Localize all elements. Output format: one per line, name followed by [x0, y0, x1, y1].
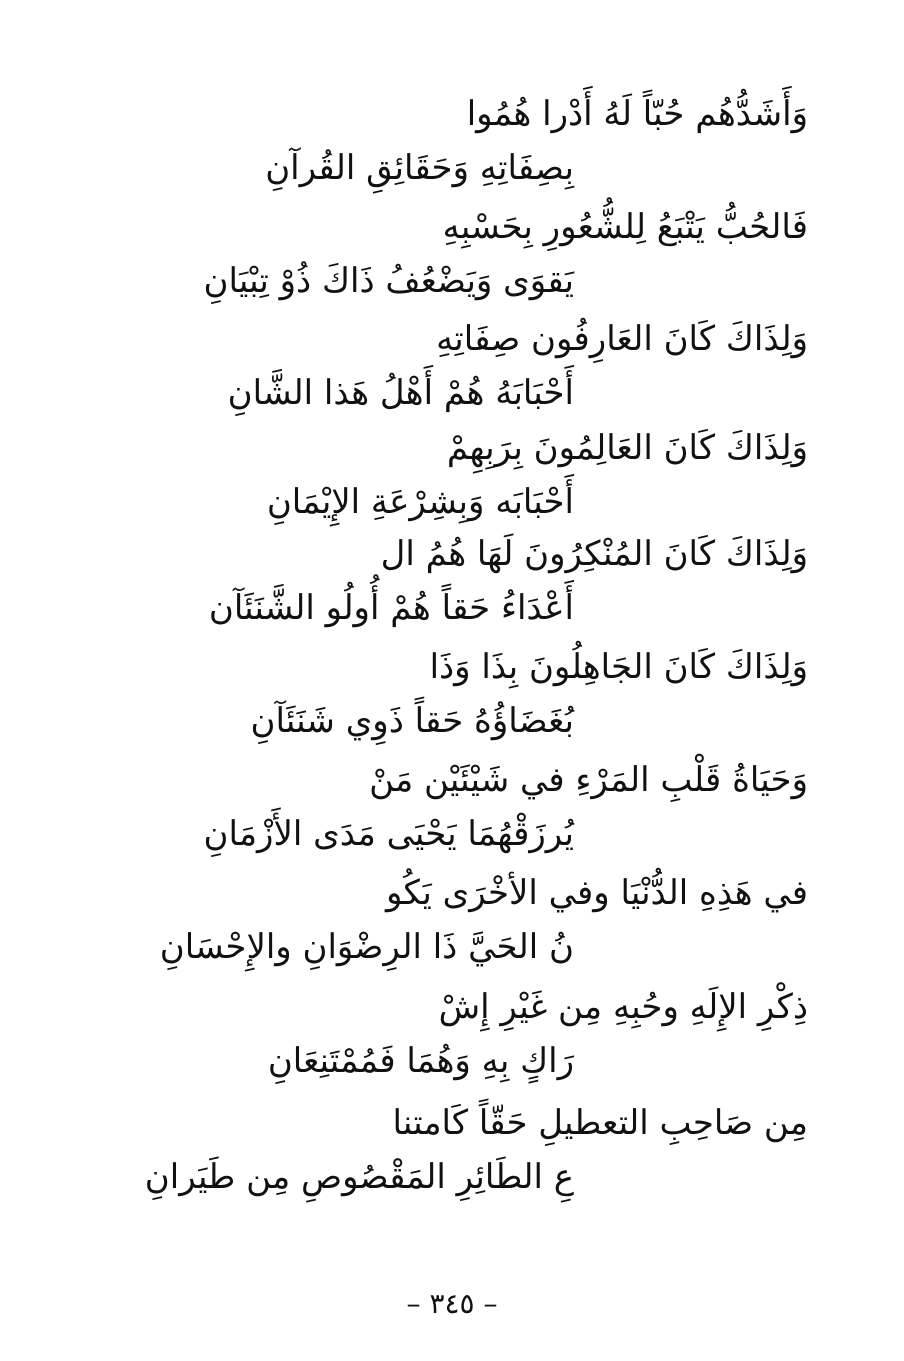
verse-8-second-hemistich: نُ الحَيَّ ذَا الرِضْوَانِ والإِحْسَانِ [159, 927, 574, 967]
verse-1-second-hemistich: بِصِفَاتِهِ وَحَقَائِقِ القُرآنِ [265, 148, 574, 188]
page-number: – ٣٤٥ – [406, 1287, 498, 1320]
verse-3-first-hemistich: وَلِذَاكَ كَانَ العَارِفُون صِفَاتِهِ [436, 319, 808, 359]
verse-10-first-hemistich: مِن صَاحِبِ التعطيلِ حَقّاً كَامتنا [392, 1103, 808, 1143]
verse-2-first-hemistich: فَالحُبُّ يَتْبَعُ لِلشُّعُورِ بِحَسْبِهِ [442, 207, 808, 247]
verse-5-second-hemistich: أَعْدَاءُ حَقاً هُمْ أُولُو الشَّنَئَآن [208, 588, 574, 628]
verse-9-first-hemistich: ذِكْرِ الإِلَهِ وحُبِهِ مِن غَيْرِ إِشْ [438, 987, 808, 1027]
verse-1-first-hemistich: وَأَشَدُّهُم حُبّاً لَهُ أَدْرا هُمُوا [466, 94, 808, 134]
verse-3-second-hemistich: أَحْبَابَهُ هُمْ أَهْلُ هَذا الشَّانِ [227, 373, 574, 413]
verse-4-second-hemistich: أَحْبَابَه وَبِشِرْعَةِ الإِيْمَانِ [266, 482, 574, 522]
verse-10-second-hemistich: عِ الطَائِرِ المَقْصُوصِ مِن طَيَرانِ [144, 1157, 574, 1197]
verse-8-first-hemistich: في هَذِهِ الدُّنْيَا وفي الأخْرَى يَكُو [386, 873, 808, 913]
verse-5-first-hemistich: وَلِذَاكَ كَانَ المُنْكِرُونَ لَهَا هُمُ ال [380, 534, 808, 574]
verse-2-second-hemistich: يَقوَى وَيَضْعُفُ ذَاكَ ذُوْ تِبْيَانِ [203, 261, 574, 301]
verse-4-first-hemistich: وَلِذَاكَ كَانَ العَالِمُونَ بِرَبِهِمْ [446, 428, 808, 468]
verse-7-first-hemistich: وَحَيَاةُ قَلْبِ المَرْءِ في شَيْئَيْن مَنْ [369, 760, 808, 800]
verse-9-second-hemistich: رَاكٍ بِهِ وَهُمَا فَمُمْتَنِعَانِ [267, 1041, 574, 1081]
verse-6-first-hemistich: وَلِذَاكَ كَانَ الجَاهِلُونَ بِذَا وَذَا [429, 647, 808, 687]
verse-6-second-hemistich: بُغَضَاؤُهُ حَقاً ذَوِي شَنَئَآنِ [250, 701, 574, 741]
verse-7-second-hemistich: يُرزَقْهُمَا يَحْيَى مَدَى الأَزْمَانِ [203, 814, 574, 854]
